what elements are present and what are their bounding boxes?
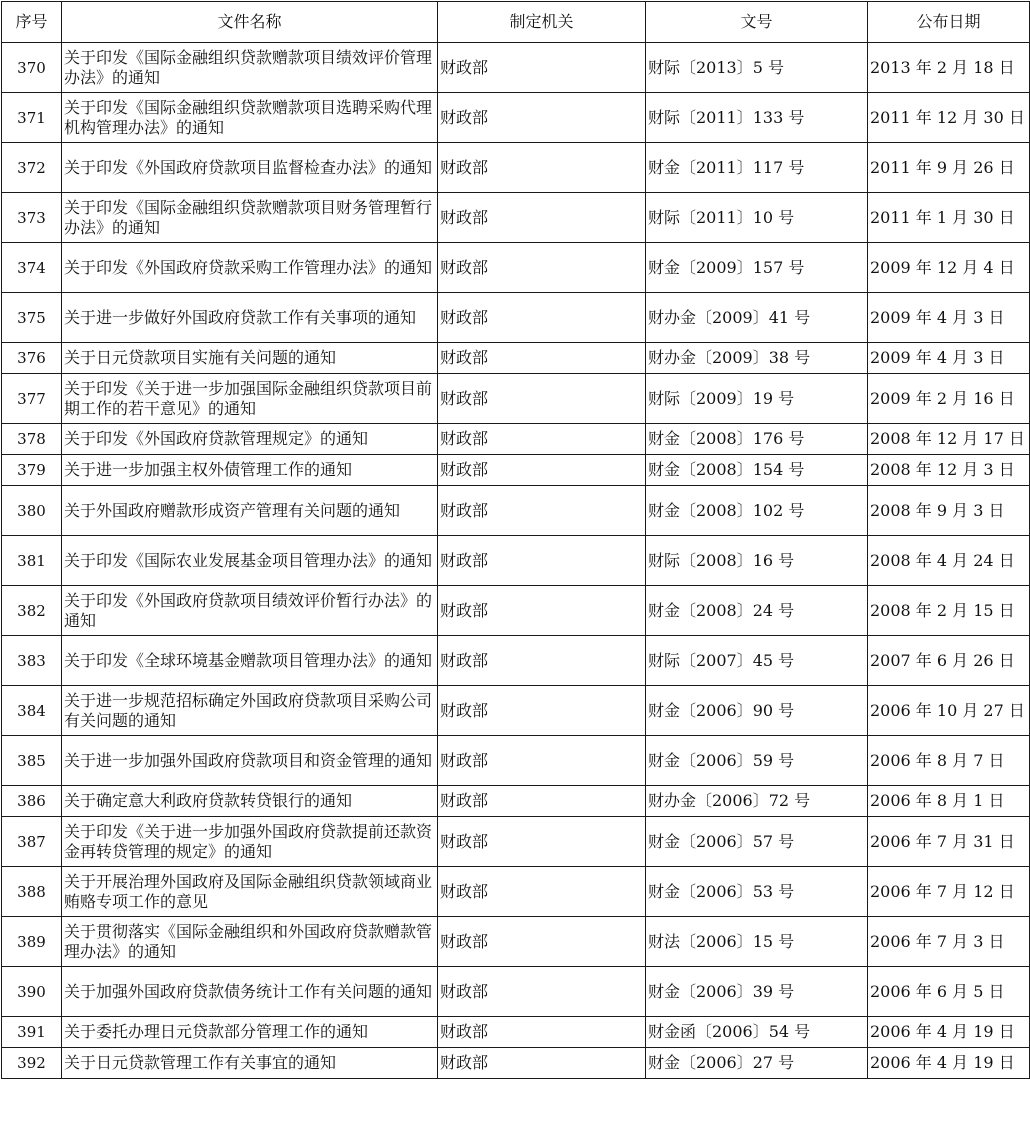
- row-name-cell: 关于印发《全球环境基金赠款项目管理办法》的通知: [62, 636, 438, 686]
- row-seq-cell: 378: [2, 424, 62, 455]
- row-seq-cell: 385: [2, 736, 62, 786]
- row-date-cell: 2006 年 4 月 19 日: [868, 1017, 1030, 1048]
- row-name-cell: 关于印发《国际金融组织贷款赠款项目绩效评价管理办法》的通知: [62, 43, 438, 93]
- row-seq-cell: 374: [2, 243, 62, 293]
- row-name-cell: 关于外国政府赠款形成资产管理有关问题的通知: [62, 486, 438, 536]
- row-seq-cell: 389: [2, 917, 62, 967]
- table-row: [2, 424, 1030, 455]
- row-code-cell: 财际〔2007〕45 号: [646, 636, 868, 686]
- row-org-cell: 财政部: [438, 786, 646, 817]
- row-org-cell: 财政部: [438, 424, 646, 455]
- row-org-cell: 财政部: [438, 867, 646, 917]
- table-row: [2, 967, 1030, 1017]
- row-name-cell: 关于确定意大利政府贷款转贷银行的通知: [62, 786, 438, 817]
- row-seq-cell: 383: [2, 636, 62, 686]
- row-code-cell: 财际〔2009〕19 号: [646, 374, 868, 424]
- row-name-cell: 关于印发《外国政府贷款项目绩效评价暂行办法》的通知: [62, 586, 438, 636]
- table-row: [2, 143, 1030, 193]
- row-seq-cell: 387: [2, 817, 62, 867]
- row-seq-cell: 370: [2, 43, 62, 93]
- row-date-cell: 2006 年 8 月 1 日: [868, 786, 1030, 817]
- row-date-cell: 2007 年 6 月 26 日: [868, 636, 1030, 686]
- row-date-cell: 2006 年 7 月 12 日: [868, 867, 1030, 917]
- table-row: [2, 243, 1030, 293]
- row-org-cell: 财政部: [438, 1017, 646, 1048]
- table-row: [2, 636, 1030, 686]
- row-name-cell: 关于印发《外国政府贷款管理规定》的通知: [62, 424, 438, 455]
- row-name-cell: 关于进一步规范招标确定外国政府贷款项目采购公司有关问题的通知: [62, 686, 438, 736]
- table-row: [2, 193, 1030, 243]
- row-date-cell: 2011 年 1 月 30 日: [868, 193, 1030, 243]
- row-org-cell: 财政部: [438, 967, 646, 1017]
- row-org-cell: 财政部: [438, 917, 646, 967]
- header-seq: 序号: [2, 2, 62, 43]
- row-date-cell: 2008 年 4 月 24 日: [868, 536, 1030, 586]
- row-name-cell: 关于日元贷款管理工作有关事宜的通知: [62, 1048, 438, 1079]
- row-name-cell: 关于印发《国际农业发展基金项目管理办法》的通知: [62, 536, 438, 586]
- row-code-cell: 财金〔2009〕157 号: [646, 243, 868, 293]
- row-org-cell: 财政部: [438, 43, 646, 93]
- row-date-cell: 2006 年 10 月 27 日: [868, 686, 1030, 736]
- table-row: [2, 736, 1030, 786]
- row-name-cell: 关于进一步加强外国政府贷款项目和资金管理的通知: [62, 736, 438, 786]
- row-name-cell: 关于印发《关于进一步加强外国政府贷款提前还款资金再转贷管理的规定》的通知: [62, 817, 438, 867]
- table-row: [2, 786, 1030, 817]
- row-org-cell: 财政部: [438, 1048, 646, 1079]
- row-code-cell: 财金〔2011〕117 号: [646, 143, 868, 193]
- row-org-cell: 财政部: [438, 243, 646, 293]
- row-date-cell: 2008 年 2 月 15 日: [868, 586, 1030, 636]
- row-org-cell: 财政部: [438, 586, 646, 636]
- row-name-cell: 关于委托办理日元贷款部分管理工作的通知: [62, 1017, 438, 1048]
- row-name-cell: 关于开展治理外国政府及国际金融组织贷款领域商业贿赂专项工作的意见: [62, 867, 438, 917]
- row-date-cell: 2011 年 12 月 30 日: [868, 93, 1030, 143]
- row-org-cell: 财政部: [438, 93, 646, 143]
- row-date-cell: 2006 年 7 月 31 日: [868, 817, 1030, 867]
- row-code-cell: 财金〔2008〕176 号: [646, 424, 868, 455]
- row-seq-cell: 375: [2, 293, 62, 343]
- row-seq-cell: 388: [2, 867, 62, 917]
- row-code-cell: 财金〔2008〕154 号: [646, 455, 868, 486]
- row-code-cell: 财际〔2008〕16 号: [646, 536, 868, 586]
- row-code-cell: 财金函〔2006〕54 号: [646, 1017, 868, 1048]
- row-date-cell: 2013 年 2 月 18 日: [868, 43, 1030, 93]
- row-name-cell: 关于进一步加强主权外债管理工作的通知: [62, 455, 438, 486]
- row-name-cell: 关于进一步做好外国政府贷款工作有关事项的通知: [62, 293, 438, 343]
- row-code-cell: 财金〔2006〕90 号: [646, 686, 868, 736]
- row-org-cell: 财政部: [438, 817, 646, 867]
- row-seq-cell: 386: [2, 786, 62, 817]
- row-name-cell: 关于加强外国政府贷款债务统计工作有关问题的通知: [62, 967, 438, 1017]
- row-code-cell: 财际〔2011〕133 号: [646, 93, 868, 143]
- row-code-cell: 财金〔2006〕53 号: [646, 867, 868, 917]
- row-code-cell: 财际〔2011〕10 号: [646, 193, 868, 243]
- row-org-cell: 财政部: [438, 374, 646, 424]
- row-code-cell: 财际〔2013〕5 号: [646, 43, 868, 93]
- row-date-cell: 2011 年 9 月 26 日: [868, 143, 1030, 193]
- row-seq-cell: 384: [2, 686, 62, 736]
- row-seq-cell: 380: [2, 486, 62, 536]
- table-row: [2, 486, 1030, 536]
- row-seq-cell: 377: [2, 374, 62, 424]
- row-date-cell: 2006 年 7 月 3 日: [868, 917, 1030, 967]
- row-date-cell: 2006 年 4 月 19 日: [868, 1048, 1030, 1079]
- row-code-cell: 财金〔2006〕27 号: [646, 1048, 868, 1079]
- row-date-cell: 2006 年 8 月 7 日: [868, 736, 1030, 786]
- row-code-cell: 财金〔2008〕24 号: [646, 586, 868, 636]
- table-row: [2, 586, 1030, 636]
- row-date-cell: 2008 年 9 月 3 日: [868, 486, 1030, 536]
- table-row: [2, 686, 1030, 736]
- row-date-cell: 2009 年 12 月 4 日: [868, 243, 1030, 293]
- row-seq-cell: 371: [2, 93, 62, 143]
- row-seq-cell: 372: [2, 143, 62, 193]
- row-code-cell: 财金〔2006〕39 号: [646, 967, 868, 1017]
- table-row: [2, 374, 1030, 424]
- row-name-cell: 关于印发《外国政府贷款项目监督检查办法》的通知: [62, 143, 438, 193]
- row-date-cell: 2006 年 6 月 5 日: [868, 967, 1030, 1017]
- row-seq-cell: 381: [2, 536, 62, 586]
- header-org: 制定机关: [438, 2, 646, 43]
- row-seq-cell: 390: [2, 967, 62, 1017]
- table-body: [2, 43, 1030, 1079]
- row-org-cell: 财政部: [438, 736, 646, 786]
- row-code-cell: 财金〔2006〕57 号: [646, 817, 868, 867]
- row-org-cell: 财政部: [438, 486, 646, 536]
- table-row: [2, 1048, 1030, 1079]
- row-code-cell: 财办金〔2006〕72 号: [646, 786, 868, 817]
- table-row: [2, 43, 1030, 93]
- row-code-cell: 财办金〔2009〕41 号: [646, 293, 868, 343]
- row-org-cell: 财政部: [438, 686, 646, 736]
- row-seq-cell: 376: [2, 343, 62, 374]
- header-date: 公布日期: [868, 2, 1030, 43]
- header-code: 文号: [646, 2, 868, 43]
- row-date-cell: 2009 年 4 月 3 日: [868, 343, 1030, 374]
- row-org-cell: 财政部: [438, 293, 646, 343]
- table-row: [2, 455, 1030, 486]
- row-org-cell: 财政部: [438, 636, 646, 686]
- table-row: [2, 293, 1030, 343]
- header-name: 文件名称: [62, 2, 438, 43]
- row-org-cell: 财政部: [438, 343, 646, 374]
- row-org-cell: 财政部: [438, 143, 646, 193]
- row-date-cell: 2008 年 12 月 3 日: [868, 455, 1030, 486]
- table-row: [2, 536, 1030, 586]
- document-list-table: [1, 1, 1030, 1079]
- table-row: [2, 343, 1030, 374]
- row-name-cell: 关于印发《关于进一步加强国际金融组织贷款项目前期工作的若干意见》的通知: [62, 374, 438, 424]
- row-code-cell: 财法〔2006〕15 号: [646, 917, 868, 967]
- table-row: [2, 867, 1030, 917]
- row-seq-cell: 379: [2, 455, 62, 486]
- row-date-cell: 2008 年 12 月 17 日: [868, 424, 1030, 455]
- row-name-cell: 关于印发《外国政府贷款采购工作管理办法》的通知: [62, 243, 438, 293]
- table-row: [2, 917, 1030, 967]
- row-seq-cell: 373: [2, 193, 62, 243]
- row-name-cell: 关于日元贷款项目实施有关问题的通知: [62, 343, 438, 374]
- table-row: [2, 93, 1030, 143]
- row-org-cell: 财政部: [438, 455, 646, 486]
- row-name-cell: 关于印发《国际金融组织贷款赠款项目选聘采购代理机构管理办法》的通知: [62, 93, 438, 143]
- row-name-cell: 关于印发《国际金融组织贷款赠款项目财务管理暂行办法》的通知: [62, 193, 438, 243]
- header-row: [2, 2, 1030, 43]
- row-code-cell: 财办金〔2009〕38 号: [646, 343, 868, 374]
- row-code-cell: 财金〔2008〕102 号: [646, 486, 868, 536]
- row-date-cell: 2009 年 4 月 3 日: [868, 293, 1030, 343]
- table-row: [2, 1017, 1030, 1048]
- row-org-cell: 财政部: [438, 193, 646, 243]
- row-code-cell: 财金〔2006〕59 号: [646, 736, 868, 786]
- row-seq-cell: 392: [2, 1048, 62, 1079]
- row-date-cell: 2009 年 2 月 16 日: [868, 374, 1030, 424]
- row-seq-cell: 382: [2, 586, 62, 636]
- table-row: [2, 817, 1030, 867]
- row-name-cell: 关于贯彻落实《国际金融组织和外国政府贷款赠款管理办法》的通知: [62, 917, 438, 967]
- row-org-cell: 财政部: [438, 536, 646, 586]
- row-seq-cell: 391: [2, 1017, 62, 1048]
